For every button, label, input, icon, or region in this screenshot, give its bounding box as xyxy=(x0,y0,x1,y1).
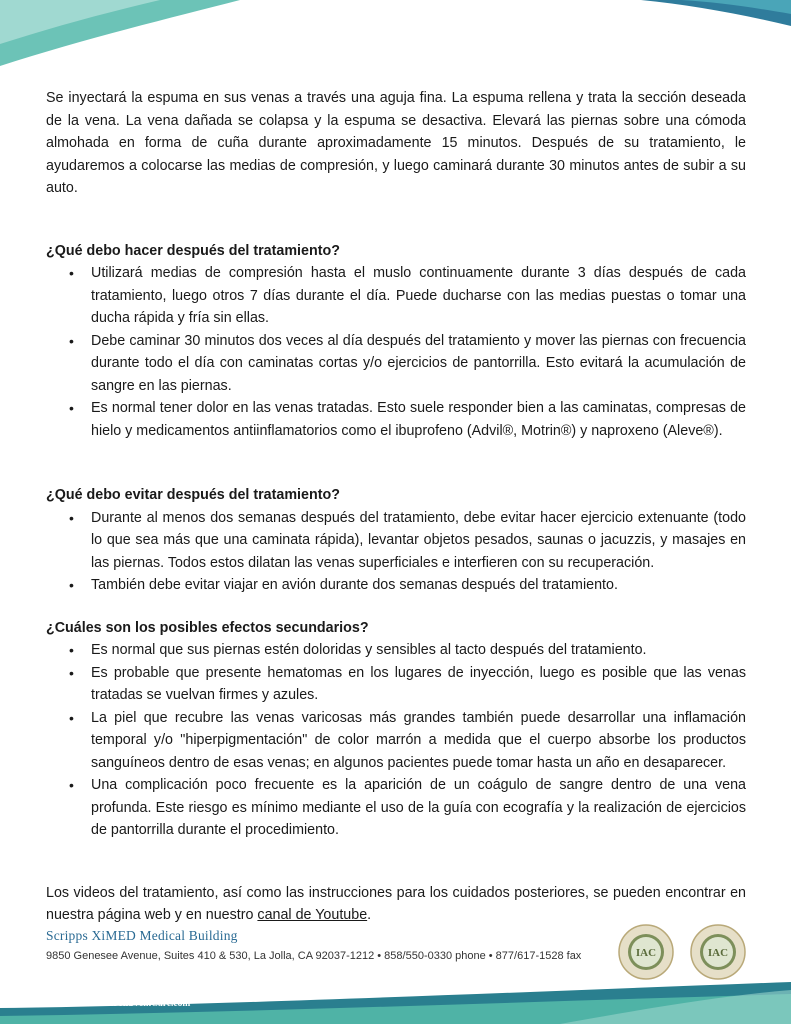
address-line: 9850 Genesee Avenue, Suites 410 & 530, La Jolla, CA 92037-1212 • 858/550-0330 phone • 877/617-1528 fax xyxy=(46,950,582,962)
document-body xyxy=(46,87,746,927)
section-aftercare xyxy=(46,240,746,443)
outro-text: Los videos del tratamiento, así como las instrucciones para los cuidados posteriores, se pueden encontrar en nuestra página web y en nuestro xyxy=(46,884,746,923)
top-right-wave-decoration xyxy=(641,0,791,28)
list-item: • Es normal tener dolor en las venas tratadas. Esto suele responder bien a las caminatas, compresas de hielo y medicamentos antiinflamatorios como el ibuprofeno (Advil®, Motrin®) y naproxeno (Aleve®). xyxy=(91,397,746,442)
badge-logo-text: IAC xyxy=(635,947,657,959)
section-heading: ¿Qué debo hacer después del tratamiento? xyxy=(46,242,340,259)
footer xyxy=(46,928,606,962)
iac-vascular-testing-badge-icon xyxy=(618,924,674,980)
iac-vein-center-badge-icon xyxy=(690,924,746,980)
section-side-effects xyxy=(46,617,746,842)
building-name: Scripps XiMED Medical Building xyxy=(46,928,238,943)
section-heading: ¿Cuáles son los posibles efectos secundarios? xyxy=(46,619,369,636)
outro-paragraph xyxy=(46,882,746,927)
list-item: • Debe caminar 30 minutos dos veces al día después del tratamiento y mover las piernas con frecuencia durante todo el día con caminatas cortas y/o ejercicios de pantorrilla. Esto evitará la acumulación de sangre en las piernas. xyxy=(91,330,746,398)
section-avoid xyxy=(46,484,746,597)
outro-end: . xyxy=(367,907,372,923)
list-item: • La piel que recubre las venas varicosas más grandes también puede desarrollar una inflamación temporal y/o "hiperpigmentación" de color marrón a medida que el cuerpo absorbe los productos sanguíneos dentro de esas venas; en algunos pacientes puede tomar hasta un año en desaparecer. xyxy=(91,707,746,775)
list-item: • Es probable que presente hematomas en los lugares de inyección, luego es posible que las venas tratadas se vuelvan firmes y azules. xyxy=(91,662,746,707)
list-item: • También debe evitar viajar en avión durante dos semanas después del tratamiento. xyxy=(91,574,746,597)
bullet-list xyxy=(46,507,746,597)
section-heading: ¿Qué debo evitar después del tratamiento? xyxy=(46,487,340,503)
youtube-channel-link[interactable]: canal de Youtube xyxy=(257,907,368,923)
top-left-wave-decoration xyxy=(0,0,240,70)
list-item: • Durante al menos dos semanas después del tratamiento, debe evitar hacer ejercicio extenuante (todo lo que sea más que una caminata rápida), levantar objetos pesados, saunas o jacuzzis, y masajes en las piernas. Todos estos dilatan las venas superficiales e interfieren con su recuperación. xyxy=(91,507,746,575)
list-item: • Una complicación poco frecuente es la aparición de un coágulo de sangre dentro de una vena profunda. Este riesgo es mínimo mediante el uso de la guía con ecografía y la realización de ejercicios de pantorrilla durante el procedimiento. xyxy=(91,774,746,842)
badge-logo-text: IAC xyxy=(707,947,729,959)
website-link[interactable]: www.LaJollaVeinCare.com xyxy=(80,999,191,1009)
bullet-list xyxy=(46,639,746,842)
intro-paragraph: Se inyectará la espuma en sus venas a través una aguja fina. La espuma rellena y trata la sección deseada de la vena. La vena dañada se colapsa y la espuma se desactiva. Elevará las piernas sobre una cómoda almohada en forma de cuña durante aproximadamente 15 minutos. Después de su tratamiento, le ayudaremos a colocarse las medias de compresión, y luego caminará durante 30 minutos antes de subir a su auto. xyxy=(46,90,746,196)
list-item: • Utilizará medias de compresión hasta el muslo continuamente durante 3 días después de cada tratamiento, luego otros 7 días durante el día. Puede ducharse con las medias puestas o tomar una ducha rápida y fría sin ellas. xyxy=(91,262,746,330)
bullet-list xyxy=(46,262,746,442)
list-item: • Es normal que sus piernas estén doloridas y sensibles al tacto después del tratamiento. xyxy=(91,639,746,662)
